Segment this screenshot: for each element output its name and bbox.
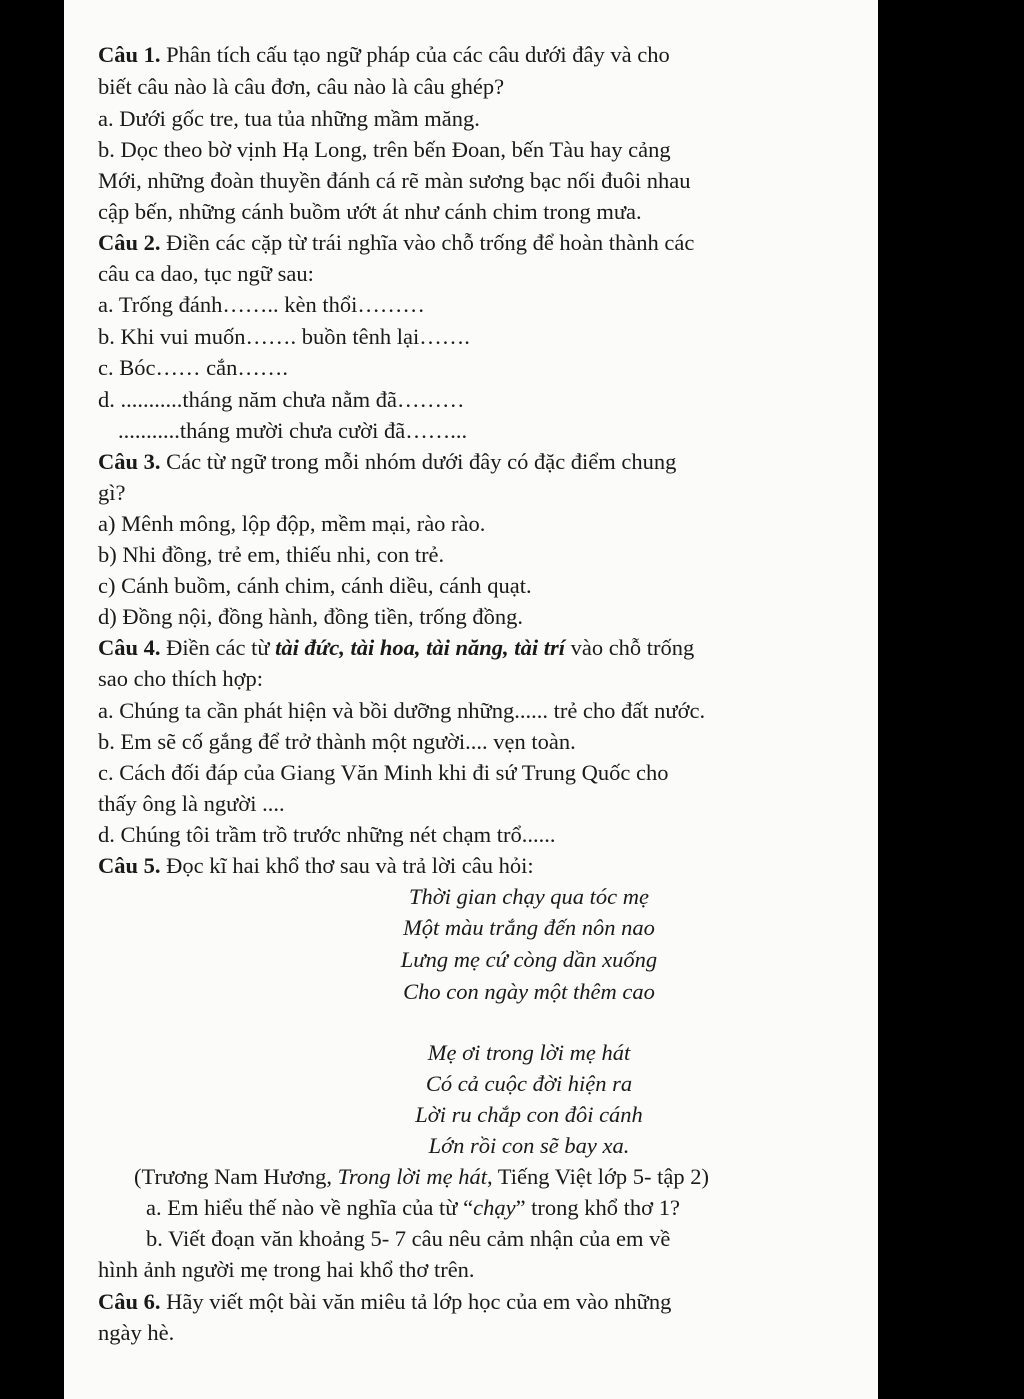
q3-line-1 [98,447,676,477]
q1-line-2: biết câu nào là câu đơn, câu nào là câu ghép? [98,74,505,99]
poem-stanza-2-line-3: Lời ru chắp con đôi cánh [415,1102,643,1127]
q1-text-1: Phân tích cấu tạo ngữ pháp của các câu dưới đây và cho [166,42,670,67]
q1-item-b-2: Mới, những đoàn thuyền đánh cá rẽ màn sương bạc nối đuôi nhau [98,168,691,193]
q2-line-1 [98,228,694,258]
q4-item-d: d. Chúng tôi trầm trồ trước những nét chạm trổ...... [98,822,556,847]
q4-words: tài đức, tài hoa, tài năng, tài trí [275,635,565,660]
poem-stanza-1-line-4: Cho con ngày một thêm cao [403,979,655,1004]
q1-item-a: a. Dưới gốc tre, tua tủa những mầm măng. [98,106,480,131]
q1-item-b-3: cập bến, những cánh buồm ướt át như cánh chim trong mưa. [98,199,642,224]
q2-item-c: c. Bóc…… cắn……. [98,355,288,380]
q4-line-1 [98,633,694,663]
q5-a-word: chạy [473,1195,516,1220]
q4-text-post: vào chỗ trống [570,635,695,660]
poem-source-pre: (Trương Nam Hương, [134,1164,332,1189]
q2-item-d-1: d. ...........tháng năm chưa nằm đã……… [98,387,465,412]
q1-item-b-1: b. Dọc theo bờ vịnh Hạ Long, trên bến Đoan, bến Tàu hay cảng [98,137,671,162]
q2-label: Câu 2. [98,230,161,255]
dark-margin-right [878,0,1024,1399]
q4-label: Câu 4. [98,635,161,660]
q5-a-post: ” trong khổ thơ 1? [515,1195,680,1220]
q2-item-b: b. Khi vui muốn……. buồn tênh lại……. [98,324,470,349]
q2-item-a: a. Trống đánh…….. kèn thổi……… [98,292,425,317]
q2-line-2: câu ca dao, tục ngữ sau: [98,261,314,286]
q5-item-a [146,1193,680,1223]
q3-item-b: b) Nhi đồng, trẻ em, thiếu nhi, con trẻ. [98,542,445,567]
q6-label: Câu 6. [98,1289,161,1314]
q5-line-1 [98,851,534,881]
poem-stanza-1-line-3: Lưng mẹ cứ còng dần xuống [400,947,658,972]
q4-line-2: sao cho thích hợp: [98,666,263,691]
q6-line-2: ngày hè. [98,1320,175,1345]
q1-line-1 [98,40,670,70]
q4-item-c-2: thấy ông là người .... [98,791,285,816]
poem-stanza-1-line-2: Một màu trắng đến nôn nao [403,915,655,940]
q5-item-b-1: b. Viết đoạn văn khoảng 5- 7 câu nêu cảm nhận của em về [146,1226,671,1251]
q5-label: Câu 5. [98,853,161,878]
q3-item-a: a) Mênh mông, lộp độp, mềm mại, rào rào. [98,511,486,536]
q6-text-1: Hãy viết một bài văn miêu tả lớp học của em vào những [166,1289,672,1314]
q5-item-b-2: hình ảnh người mẹ trong hai khổ thơ trên. [98,1257,475,1282]
q3-label: Câu 3. [98,449,161,474]
poem-source-post: , Tiếng Việt lớp 5- tập 2) [486,1164,709,1189]
q1-label: Câu 1. [98,42,161,67]
poem-source [134,1162,709,1192]
poem-source-title: Trong lời mẹ hát [337,1164,487,1189]
q2-text-1: Điền các cặp từ trái nghĩa vào chỗ trống để hoàn thành các [166,230,695,255]
q2-item-d-2: ...........tháng mười chưa cười đã……... [118,418,468,443]
poem-stanza-1-line-1: Thời gian chạy qua tóc mẹ [408,884,650,909]
q3-line-2: gì? [98,480,126,505]
poem-stanza-2-line-1: Mẹ ơi trong lời mẹ hát [427,1040,631,1065]
q4-item-b: b. Em sẽ cố gắng để trở thành một người.... vẹn toàn. [98,729,576,754]
document-page [64,0,878,1399]
q4-item-c-1: c. Cách đối đáp của Giang Văn Minh khi đi sứ Trung Quốc cho [98,760,669,785]
q5-a-pre: a. Em hiểu thế nào về nghĩa của từ “ [146,1195,474,1220]
poem-stanza-2-line-4: Lớn rồi con sẽ bay xa. [428,1133,630,1158]
q5-text-1: Đọc kĩ hai khổ thơ sau và trả lời câu hỏi: [166,853,534,878]
q3-item-c: c) Cánh buồm, cánh chim, cánh diều, cánh quạt. [98,573,532,598]
q6-line-1 [98,1287,671,1317]
q3-text-1: Các từ ngữ trong mỗi nhóm dưới đây có đặc điểm chung [166,449,677,474]
q4-item-a: a. Chúng ta cần phát hiện và bồi dưỡng những...... trẻ cho đất nước. [98,698,706,723]
q4-text-pre: Điền các từ [166,635,270,660]
poem-stanza-2-line-2: Có cả cuộc đời hiện ra [425,1071,633,1096]
q3-item-d: d) Đồng nội, đồng hành, đồng tiền, trống đồng. [98,604,523,629]
